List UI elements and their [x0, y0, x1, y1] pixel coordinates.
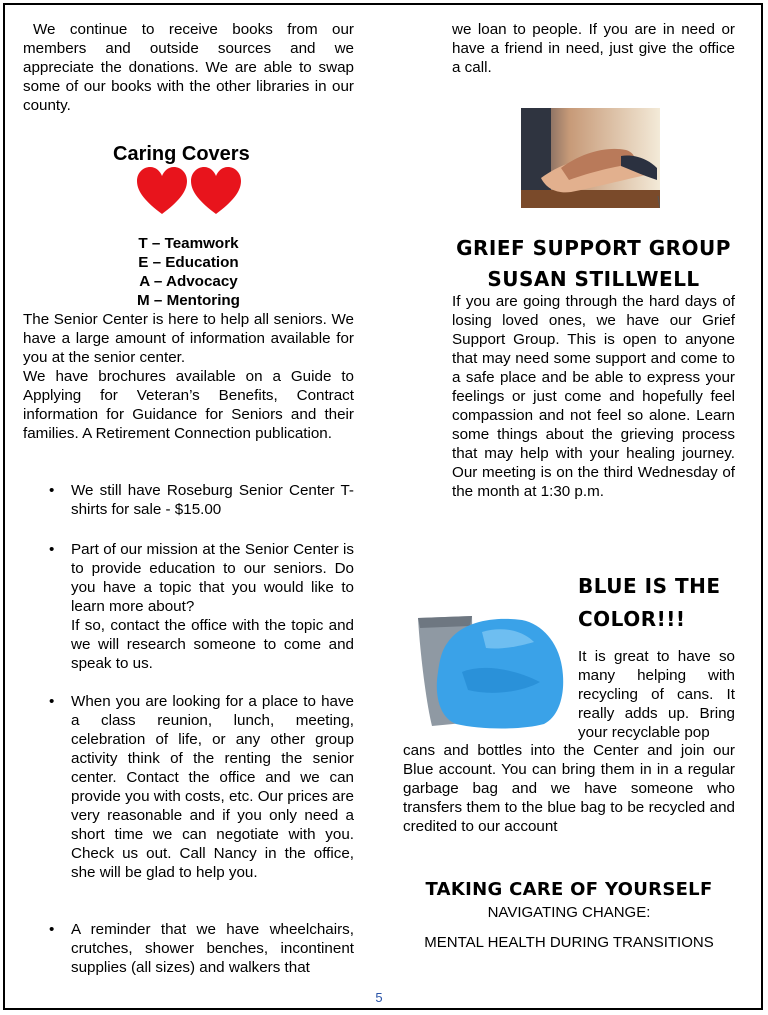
acronym-line: T – Teamwork [138, 235, 239, 252]
intro-text: We continue to receive books from our members and outside sources and we appreciate the donations. We are able to swap some of our books with the other libraries in our county. [23, 21, 354, 114]
bullet-list [23, 540, 354, 673]
list-item-text: We still have Roseburg Senior Center T-shirts for sale - $15.00 [71, 482, 354, 518]
bullet-list [23, 481, 354, 519]
intro-paragraph [23, 20, 354, 115]
list-item [23, 540, 354, 673]
grief-subtitle: SUSAN STILLWELL [487, 267, 700, 291]
taking-care-title: TAKING CARE OF YOURSELF [425, 879, 713, 900]
blue-recycling-bag-photo [412, 612, 570, 730]
senior-paragraph-2: We have brochures available on a Guide to Applying for Veteran’s Benefits, Contract information for Guidance for Seniors and their families. A Retirement Connection publication. [23, 368, 354, 442]
holding-hands-photo [521, 108, 660, 208]
list-item-text: A reminder that we have wheelchairs, crutches, shower benches, incontinent supplies (all sizes) and walkers that [71, 921, 354, 976]
bullet-icon: • [49, 693, 55, 710]
acronym-line: E – Education [138, 254, 239, 271]
grief-support-title [452, 233, 735, 295]
grief-support-text [452, 292, 735, 501]
list-item-text: If so, contact the office with the topic and we will research someone to come and speak to us. [71, 617, 354, 672]
loan-text: we loan to people. If you are in need or have a friend in need, just give the office a call. [452, 21, 735, 76]
list-item-text: Part of our mission at the Senior Center is to provide education to our seniors. Do you have a topic that you would like to learn more about? [71, 541, 354, 615]
blue-paragraph-2: cans and bottles into the Center and join our Blue account. You can bring them in in a regular garbage bag and we have someone who transfers them to the blue bag to be recycled and credited to our account [403, 742, 735, 835]
acronym-line: M – Mentoring [137, 292, 240, 309]
page-number: 5 [375, 990, 383, 1005]
taking-care-subtitle: MENTAL HEALTH DURING TRANSITIONS [424, 934, 714, 951]
caring-covers-title: Caring Covers [113, 143, 250, 165]
senior-paragraph-1: The Senior Center is here to help all seniors. We have a large amount of information available for you at the senior center. [23, 311, 354, 366]
bullet-icon: • [49, 921, 55, 938]
bullet-list [23, 692, 354, 882]
list-item [23, 920, 354, 977]
acronym-line: A – Advocacy [139, 273, 238, 290]
blue-color-title: BLUE IS THE COLOR!!! [578, 574, 721, 631]
bullet-icon: • [49, 541, 55, 558]
senior-center-info [23, 310, 354, 443]
blue-text-part1 [578, 647, 735, 742]
list-item-text: When you are looking for a place to have a class reunion, lunch, meeting, celebration of life, or any other group activity think of the renting the senior center. Contact the office and we can provide you with costs, etc. Our prices are very reasonable and if you only need a short time we can negotiate with you. Check us out. Call Nancy in the office, she will be glad to help you. [71, 693, 354, 881]
top-right-text [452, 20, 735, 77]
bullet-icon: • [49, 482, 55, 499]
bullet-list [23, 920, 354, 977]
blue-paragraph-1: It is great to have so many helping with recycling of cans. It really adds up. Bring your recyclable pop [578, 648, 735, 741]
blue-text-part2 [403, 741, 735, 836]
heart-icon [191, 167, 241, 214]
list-item [23, 481, 354, 519]
grief-paragraph: If you are going through the hard days of losing loved ones, we have our Grief Support Group. This is open to anyone that may need some support and come to a safe place and be able to express your feelings or just come and hopefully feel compassion and not feel so alone. Learn some things about the grieving process that may help with your healing journey. Our meeting is on the third Wednesday of the month at 1:30 p.m. [452, 293, 735, 500]
hearts-image [136, 166, 242, 216]
heart-icon [137, 167, 187, 214]
team-acronym [23, 234, 354, 310]
list-item [23, 692, 354, 882]
taking-care-subtitle: NAVIGATING CHANGE: [487, 904, 651, 921]
grief-title-line: GRIEF SUPPORT GROUP [456, 236, 731, 260]
